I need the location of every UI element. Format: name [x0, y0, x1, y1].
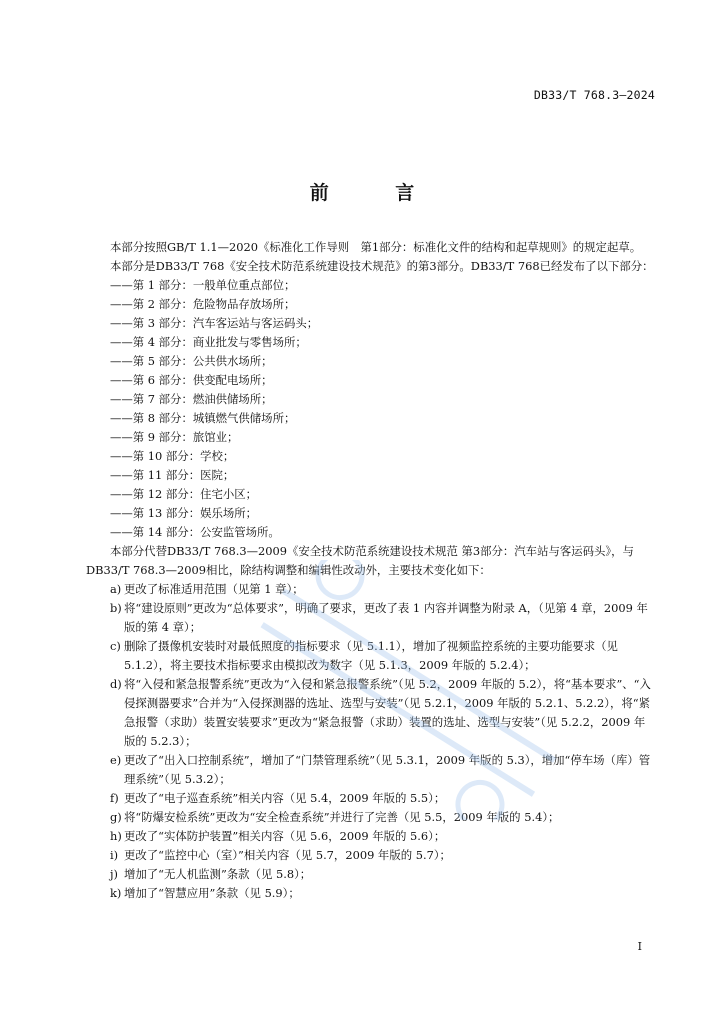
change-text: 更改了“实体防护装置”相关内容（见 5.6，2009 年版的 5.6）；	[124, 829, 446, 843]
change-item	[86, 751, 656, 789]
list-item: ——第 4 部分：商业批发与零售场所；	[110, 335, 307, 349]
change-text: 更改了“出入口控制系统”，增加了“门禁管理系统”（见 5.3.1，2009 年版的 5.3），增加“停车场（库）管理系统”（见 5.3.2）；	[124, 753, 651, 786]
change-text: 更改了“电子巡查系统”相关内容（见 5.4，2009 年版的 5.5）；	[124, 791, 446, 805]
list-item: ——第 12 部分：住宅小区；	[110, 487, 258, 501]
list-item: ——第 9 部分：旅馆业；	[110, 430, 239, 444]
change-item	[86, 827, 656, 846]
intro-paragraph-2: 本部分是DB33/T 768《安全技术防范系统建设技术规范》的第3部分。DB33/T 768已经发布了以下部分：	[110, 259, 654, 273]
list-item: ——第 5 部分：公共供水场所；	[110, 354, 273, 368]
change-item	[86, 884, 656, 903]
list-item: ——第 13 部分：娱乐场所；	[110, 506, 258, 520]
change-item	[86, 865, 656, 884]
change-letter: h)	[110, 829, 122, 843]
list-item: ——第 2 部分：危险物品存放场所；	[110, 297, 296, 311]
change-text: 将“入侵和紧急报警系统”更改为“入侵和紧急报警系统”（见 5.2，2009 年版的 5.2），将“基本要求”、“入侵探测器要求”合并为“入侵探测器的选址、选型与安装”（见 5.2.1，2009 年版的 5.2.1、5.2.2），将“紧急报警（求助）装置安装要求”更改为“紧急报警（求助）装置的选址、选型与安装”（见 5.2.2，2009 年版的 5.2.3）；	[124, 677, 651, 748]
change-item	[86, 580, 656, 599]
change-item	[86, 846, 656, 865]
change-text: 更改了标准适用范围（见第 1 章）；	[124, 582, 304, 596]
intro-paragraph-1: 本部分按照GB/T 1.1—2020《标准化工作导则 第1部分：标准化文件的结构和起草规则》的规定起草。	[110, 240, 642, 254]
page-title: 前 言	[309, 182, 445, 204]
change-letter: i)	[110, 848, 119, 862]
change-item	[86, 808, 656, 827]
change-text: 删除了摄像机安装时对最低照度的指标要求（见 5.1.1），增加了视频监控系统的主要功能要求（见 5.1.2），将主要技术指标要求由模拟改为数字（见 5.1.3，2009 年版的 5.2.4）；	[124, 639, 618, 672]
list-item: ——第 1 部分：一般单位重点部位；	[110, 278, 296, 292]
change-letter: j)	[110, 867, 118, 881]
change-text: 增加了“无人机监测”条款（见 5.8）；	[124, 867, 312, 881]
list-item: ——第 3 部分：汽车客运站与客运码头；	[110, 316, 319, 330]
page-number: I	[637, 940, 642, 953]
list-item: ——第 10 部分：学校；	[110, 449, 235, 463]
change-letter: c)	[110, 639, 121, 653]
change-letter: k)	[110, 886, 122, 900]
change-text: 增加了“智慧应用”条款（见 5.9）；	[124, 886, 300, 900]
change-text: 将“建设原则”更改为“总体要求”，明确了要求，更改了表 1 内容并调整为附录 A，（见第 4 章，2009 年版的第 4 章）；	[124, 601, 648, 634]
change-text: 更改了“监控中心（室）”相关内容（见 5.7，2009 年版的 5.7）；	[124, 848, 451, 862]
list-item: ——第 11 部分：医院；	[110, 468, 235, 482]
list-item: ——第 8 部分：城镇燃气供储场所；	[110, 411, 296, 425]
list-item: ——第 7 部分：燃油供储场所；	[110, 392, 273, 406]
page-code: DB33/T 768.3—2024	[533, 88, 655, 102]
list-item: ——第 6 部分：供变配电场所；	[110, 373, 273, 387]
list-item: ——第 14 部分：公安监管场所。	[110, 525, 280, 539]
replace-statement: 本部分代替DB33/T 768.3—2009《安全技术防范系统建设技术规范 第3部分：汽车站与客运码头》，与DB33/T 768.3—2009相比，除结构调整和编辑性改动外，主要技术变化如下：	[86, 544, 634, 577]
parts-list	[86, 276, 656, 542]
change-item	[86, 637, 656, 675]
change-letter: b)	[110, 601, 122, 615]
change-item	[86, 675, 656, 751]
changes-list	[86, 580, 656, 903]
change-item	[86, 599, 656, 637]
change-letter: g)	[110, 810, 122, 824]
change-letter: d)	[110, 677, 122, 691]
change-text: 将“防爆安检系统”更改为“安全检查系统”并进行了完善（见 5.5，2009 年版的 5.4）；	[124, 810, 560, 824]
change-letter: e)	[110, 753, 122, 767]
change-letter: f)	[110, 791, 119, 805]
document-body	[86, 238, 656, 903]
change-item	[86, 789, 656, 808]
change-letter: a)	[110, 582, 122, 596]
